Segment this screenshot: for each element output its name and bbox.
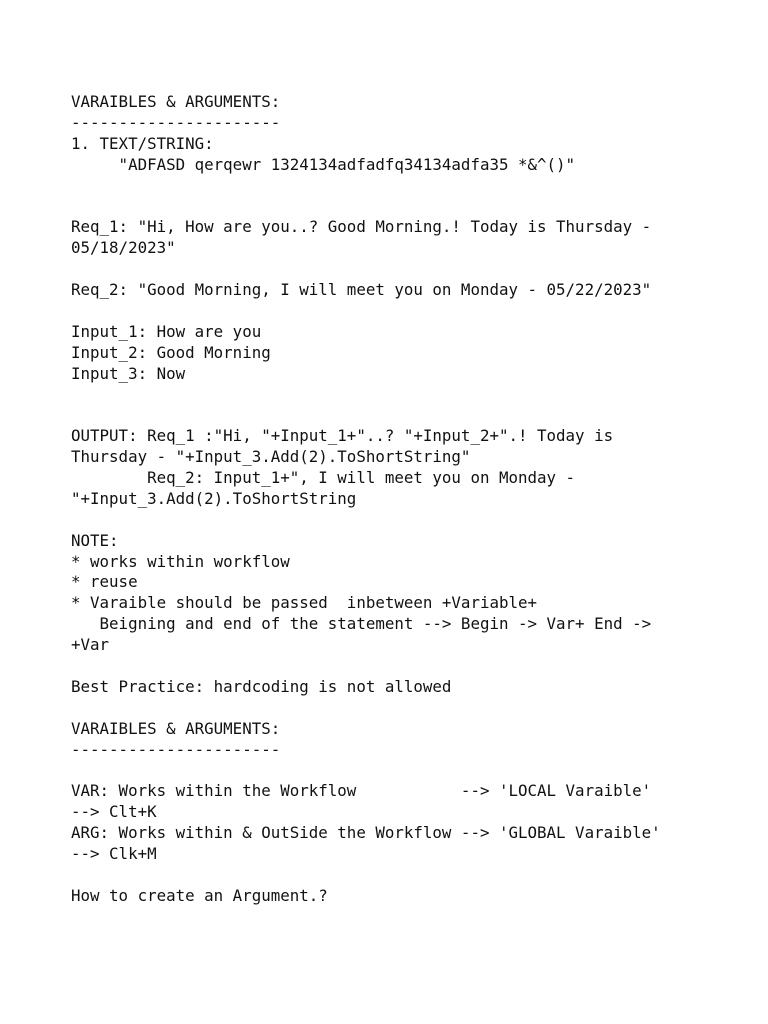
- var-definition-line: VAR: Works within the Workflow --> 'LOCAL Varaible': [71, 781, 652, 801]
- question-line: How to create an Argument.?: [71, 885, 328, 905]
- best-practice-line: Best Practice: hardcoding is not allowed: [71, 676, 452, 696]
- list-item-text-string: 1. TEXT/STRING:: [71, 133, 214, 153]
- note-item: * works within workflow: [71, 551, 290, 571]
- blank-line: [71, 176, 751, 197]
- note-item-detail-cont: +Var: [71, 635, 110, 655]
- req-1-line: Req_1: "Hi, How are you..? Good Morning.! Today is Thursday -: [71, 217, 652, 237]
- output-line: OUTPUT: Req_1 :"Hi, "+Input_1+"..? "+Input_2+".! Today is: [71, 426, 614, 446]
- note-item: * reuse: [71, 572, 138, 592]
- output-req-2-line-cont: "+Input_3.Add(2).ToShortString: [71, 488, 357, 508]
- req-1-line-cont: 05/18/2023": [71, 238, 176, 258]
- section-heading: VARAIBLES & ARGUMENTS:: [71, 718, 281, 738]
- blank-line: [71, 865, 751, 886]
- req-2-line: Req_2: "Good Morning, I will meet you on Monday - 05/22/2023": [71, 280, 652, 300]
- blank-line: [71, 196, 751, 217]
- blank-line: [71, 384, 751, 405]
- arg-definition-line: ARG: Works within & OutSide the Workflow --> 'GLOBAL Varaible': [71, 823, 661, 843]
- document-body: [71, 92, 751, 907]
- blank-line: [71, 405, 751, 426]
- note-heading: NOTE:: [71, 530, 119, 550]
- blank-line: [71, 510, 751, 531]
- note-item-detail: Beigning and end of the statement --> Begin -> Var+ End ->: [71, 614, 652, 634]
- note-item: * Varaible should be passed inbetween +Variable+: [71, 593, 538, 613]
- input-3-line: Input_3: Now: [71, 363, 186, 383]
- blank-line: [71, 698, 751, 719]
- arg-shortcut-line: --> Clk+M: [71, 844, 157, 864]
- blank-line: [71, 259, 751, 280]
- output-req-2-line: Req_2: Input_1+", I will meet you on Monday -: [71, 468, 576, 488]
- output-line-cont: Thursday - "+Input_3.Add(2).ToShortString": [71, 447, 471, 467]
- var-shortcut-line: --> Clt+K: [71, 802, 157, 822]
- heading-underline: ----------------------: [71, 112, 281, 132]
- input-1-line: Input_1: How are you: [71, 321, 262, 341]
- section-heading: VARAIBLES & ARGUMENTS:: [71, 92, 281, 111]
- heading-underline: ----------------------: [71, 739, 281, 759]
- blank-line: [71, 301, 751, 322]
- example-string: "ADFASD qerqewr 1324134adfadfq34134adfa35 *&^()": [71, 154, 576, 174]
- input-2-line: Input_2: Good Morning: [71, 342, 271, 362]
- blank-line: [71, 656, 751, 677]
- blank-line: [71, 761, 751, 782]
